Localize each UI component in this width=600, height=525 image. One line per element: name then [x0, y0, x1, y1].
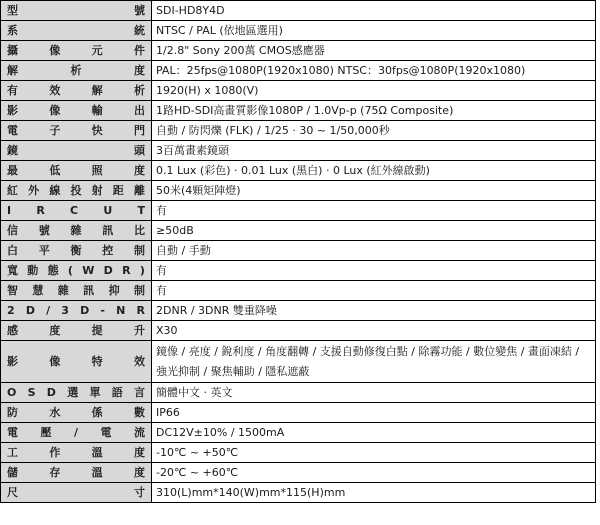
spec-label-char: 輸	[91, 103, 103, 117]
spec-label-char: 訊	[102, 223, 114, 237]
spec-value: 1路HD-SDI高畫質影像1080P / 1.0Vp-p (75Ω Composite)	[152, 101, 596, 121]
spec-row-system	[1, 21, 596, 41]
spec-label-char: 感	[7, 323, 18, 337]
spec-value: 1920(H) x 1080(V)	[152, 81, 596, 101]
spec-label-char: 像	[49, 43, 61, 57]
spec-label-char: 有	[7, 83, 18, 97]
spec-label-text	[7, 164, 145, 178]
spec-value: 有	[152, 281, 596, 301]
spec-label-char: 像	[49, 354, 61, 368]
spec-label-char: )	[139, 263, 145, 277]
spec-value: 310(L)mm*140(W)mm*115(H)mm	[152, 483, 596, 503]
spec-value: 自動 / 防閃爍 (FLK) / 1/25 · 30 ~ 1/50,000秒	[152, 121, 596, 141]
spec-label-char: 特	[91, 354, 103, 368]
spec-label-char: 升	[133, 323, 145, 337]
spec-label-char: 制	[133, 283, 145, 297]
spec-row-noise-suppression	[1, 281, 596, 301]
spec-row-effective-resolution	[1, 81, 596, 101]
spec-label-text	[7, 104, 145, 118]
spec-label-char: 最	[7, 163, 18, 177]
spec-label-char: 2	[7, 303, 15, 317]
spec-label-char: 溫	[91, 445, 103, 459]
spec-label	[1, 41, 152, 61]
spec-row-wdr	[1, 261, 596, 281]
spec-label	[1, 423, 152, 443]
spec-label-char: 效	[133, 354, 145, 368]
spec-label-char: 慧	[32, 283, 44, 297]
spec-label-char: 壓	[40, 425, 52, 439]
spec-label-char: 線	[49, 183, 61, 197]
spec-label-char: R	[122, 263, 131, 277]
spec-value: 3百萬畫素鏡頭	[152, 141, 596, 161]
spec-table-body	[1, 1, 596, 503]
spec-label-text	[7, 124, 145, 138]
spec-label-char: 係	[91, 405, 103, 419]
spec-label	[1, 241, 152, 261]
spec-row-image-effects	[1, 341, 596, 383]
spec-label	[1, 21, 152, 41]
spec-row-storage-temp	[1, 463, 596, 483]
spec-label-char: 3	[61, 303, 69, 317]
spec-label-char: S	[27, 385, 36, 399]
spec-label-char: 件	[133, 43, 145, 57]
spec-label-char: 度	[49, 323, 61, 337]
spec-label-char: D	[25, 303, 35, 317]
spec-label-char: 電	[7, 123, 18, 137]
spec-label-char: 影	[7, 103, 18, 117]
spec-label-text	[7, 64, 145, 78]
spec-label	[1, 121, 152, 141]
spec-label-text	[7, 486, 145, 500]
spec-label-char: 照	[91, 163, 103, 177]
spec-label-char: 儲	[7, 465, 18, 479]
spec-label-char: 溫	[91, 465, 103, 479]
spec-label-char: 言	[133, 385, 145, 399]
spec-label	[1, 61, 152, 81]
spec-row-min-illumination	[1, 161, 596, 181]
spec-label-char: 平	[38, 243, 50, 257]
spec-label-text	[7, 406, 145, 420]
spec-label	[1, 81, 152, 101]
spec-label	[1, 383, 152, 403]
spec-row-sensitivity	[1, 321, 596, 341]
spec-label-text	[7, 144, 145, 158]
spec-label	[1, 403, 152, 423]
spec-label-char: R	[136, 303, 145, 317]
spec-label-text	[7, 446, 145, 460]
spec-value: ≥50dB	[152, 221, 596, 241]
spec-value: 0.1 Lux (彩色) · 0.01 Lux (黑白) · 0 Lux (紅外線啟動)	[152, 161, 596, 181]
spec-row-power	[1, 423, 596, 443]
spec-label-char: 選	[67, 385, 79, 399]
spec-label-text	[7, 426, 145, 440]
spec-label-text	[7, 324, 145, 338]
spec-value: 有	[152, 261, 596, 281]
spec-value: DC12V±10% / 1500mA	[152, 423, 596, 443]
spec-label-char: 鏡	[7, 143, 18, 157]
spec-label-char: 工	[7, 445, 18, 459]
spec-label-text	[7, 466, 145, 480]
spec-value: 1/2.8" Sony 200萬 CMOS感應器	[152, 41, 596, 61]
spec-label-char: 號	[134, 3, 145, 17]
spec-row-shutter	[1, 121, 596, 141]
spec-label	[1, 261, 152, 281]
spec-label-char: -	[100, 303, 105, 317]
spec-label-char: 態	[47, 263, 59, 277]
spec-label	[1, 463, 152, 483]
spec-label-char: 析	[70, 63, 82, 77]
spec-label-char: 出	[133, 103, 145, 117]
spec-label-char: 單	[89, 385, 101, 399]
spec-label-char: T	[137, 203, 145, 217]
spec-label-char: 像	[49, 103, 61, 117]
spec-label	[1, 161, 152, 181]
spec-label-text	[7, 304, 145, 318]
spec-label-char: 度	[133, 163, 145, 177]
spec-label-char: 快	[91, 123, 103, 137]
spec-label-char: 號	[38, 223, 50, 237]
spec-label	[1, 341, 152, 383]
spec-label-char: 元	[91, 43, 103, 57]
spec-label-char: 寬	[7, 263, 18, 277]
spec-label-char: R	[36, 203, 45, 217]
spec-label-text	[7, 184, 145, 198]
spec-label-text	[7, 386, 145, 400]
spec-label-char: 頭	[134, 143, 145, 157]
spec-label-char: 動	[27, 263, 39, 277]
spec-label	[1, 281, 152, 301]
spec-value: NTSC / PAL (依地區選用)	[152, 21, 596, 41]
spec-row-white-balance	[1, 241, 596, 261]
spec-label-char: 門	[133, 123, 145, 137]
spec-row-model	[1, 1, 596, 21]
spec-row-ir-cut	[1, 201, 596, 221]
spec-value: IP66	[152, 403, 596, 423]
spec-label-char: 訊	[83, 283, 95, 297]
spec-label-char: 控	[102, 243, 114, 257]
spec-label-char: 智	[7, 283, 18, 297]
spec-label	[1, 301, 152, 321]
spec-label-char: I	[7, 203, 12, 217]
spec-label-char: 制	[134, 243, 145, 257]
spec-row-operating-temp	[1, 443, 596, 463]
spec-label-char: 析	[133, 83, 145, 97]
spec-label-char: /	[46, 303, 51, 317]
spec-row-snr	[1, 221, 596, 241]
spec-label-char: 流	[133, 425, 145, 439]
spec-label-char: (	[67, 263, 73, 277]
spec-label-char: D	[46, 385, 56, 399]
spec-value: 2DNR / 3DNR 雙重降噪	[152, 301, 596, 321]
spec-row-video-output	[1, 101, 596, 121]
spec-label-char: 低	[49, 163, 61, 177]
spec-label-char: 子	[49, 123, 61, 137]
spec-label-char: 白	[7, 243, 18, 257]
spec-label-char: 距	[112, 183, 124, 197]
spec-label-char: 攝	[7, 43, 18, 57]
spec-value: PAL：25fps@1080P(1920x1080) NTSC：30fps@1080P(1920x1080)	[152, 61, 596, 81]
spec-label-char: D	[80, 303, 90, 317]
spec-row-sensor	[1, 41, 596, 61]
spec-label	[1, 483, 152, 503]
spec-label-char: 型	[7, 3, 18, 17]
spec-label-char: 衡	[70, 243, 82, 257]
spec-label-char: 解	[7, 63, 18, 77]
spec-label-char: 外	[28, 183, 40, 197]
spec-row-osd-language	[1, 383, 596, 403]
spec-label-char: 紅	[7, 183, 18, 197]
spec-label-char: 離	[133, 183, 145, 197]
spec-value: 鏡像 / 亮度 / 銳利度 / 角度翻轉 / 支援自動修復白點 / 除霧功能 / 數位變焦 / 畫面凍結 / 強光抑制 / 聚焦輔助 / 隱私遮蔽	[152, 341, 596, 383]
spec-label-char: W	[82, 263, 95, 277]
spec-label-text	[7, 264, 145, 278]
spec-value: 自動 / 手動	[152, 241, 596, 261]
spec-value: SDI-HD8Y4D	[152, 1, 596, 21]
spec-label-char: 提	[91, 323, 103, 337]
spec-label-char: 度	[133, 445, 145, 459]
spec-row-dnr	[1, 301, 596, 321]
spec-value: 50米(4顆矩陣燈)	[152, 181, 596, 201]
spec-label-char: 電	[7, 425, 18, 439]
spec-label-text	[7, 4, 145, 18]
spec-row-lens	[1, 141, 596, 161]
spec-row-ir-distance	[1, 181, 596, 201]
spec-label-char: 解	[91, 83, 103, 97]
spec-label-text	[7, 284, 145, 298]
spec-label-char: 統	[134, 23, 145, 37]
spec-label-text	[7, 224, 145, 238]
spec-label-char: 水	[49, 405, 61, 419]
spec-label-char: U	[103, 203, 113, 217]
spec-label-char: O	[7, 385, 17, 399]
spec-value: -10℃ ~ +50℃	[152, 443, 596, 463]
spec-label	[1, 443, 152, 463]
spec-label-text	[7, 355, 145, 369]
spec-label-char: 作	[49, 445, 61, 459]
spec-label-char: 語	[111, 385, 123, 399]
spec-label-char: /	[73, 425, 78, 439]
spec-label-char: 投	[70, 183, 82, 197]
spec-label	[1, 141, 152, 161]
spec-label-char: 系	[7, 23, 18, 37]
spec-label-text	[7, 244, 145, 258]
spec-label-char: 雜	[70, 223, 82, 237]
spec-label-char: 寸	[134, 485, 145, 499]
spec-label-char: 影	[7, 354, 18, 368]
spec-label-char: 信	[7, 223, 18, 237]
spec-label-char: D	[103, 263, 113, 277]
spec-label-char: 抑	[108, 283, 120, 297]
spec-label-char: 電	[100, 425, 112, 439]
spec-label-char: 射	[91, 183, 103, 197]
spec-label-char: 度	[133, 465, 145, 479]
spec-label-char: 比	[134, 223, 145, 237]
spec-label-char: 度	[134, 63, 145, 77]
spec-label	[1, 221, 152, 241]
spec-value: -20℃ ~ +60℃	[152, 463, 596, 483]
spec-label	[1, 101, 152, 121]
spec-label	[1, 201, 152, 221]
spec-label-char: 存	[49, 465, 61, 479]
spec-label	[1, 1, 152, 21]
spec-value: 簡體中文 · 英文	[152, 383, 596, 403]
spec-value: X30	[152, 321, 596, 341]
spec-label-text	[7, 204, 145, 218]
spec-row-resolution	[1, 61, 596, 81]
spec-label-text	[7, 24, 145, 38]
spec-row-dimensions	[1, 483, 596, 503]
spec-label-char: 尺	[7, 485, 18, 499]
spec-label-text	[7, 44, 145, 58]
spec-label-text	[7, 84, 145, 98]
spec-label	[1, 181, 152, 201]
spec-value: 有	[152, 201, 596, 221]
spec-row-waterproof	[1, 403, 596, 423]
spec-label-char: N	[116, 303, 126, 317]
spec-label-char: 防	[7, 405, 18, 419]
spec-label	[1, 321, 152, 341]
spec-label-char: 數	[133, 405, 145, 419]
spec-label-char: C	[70, 203, 79, 217]
spec-label-char: 效	[49, 83, 61, 97]
spec-label-char: 雜	[57, 283, 69, 297]
